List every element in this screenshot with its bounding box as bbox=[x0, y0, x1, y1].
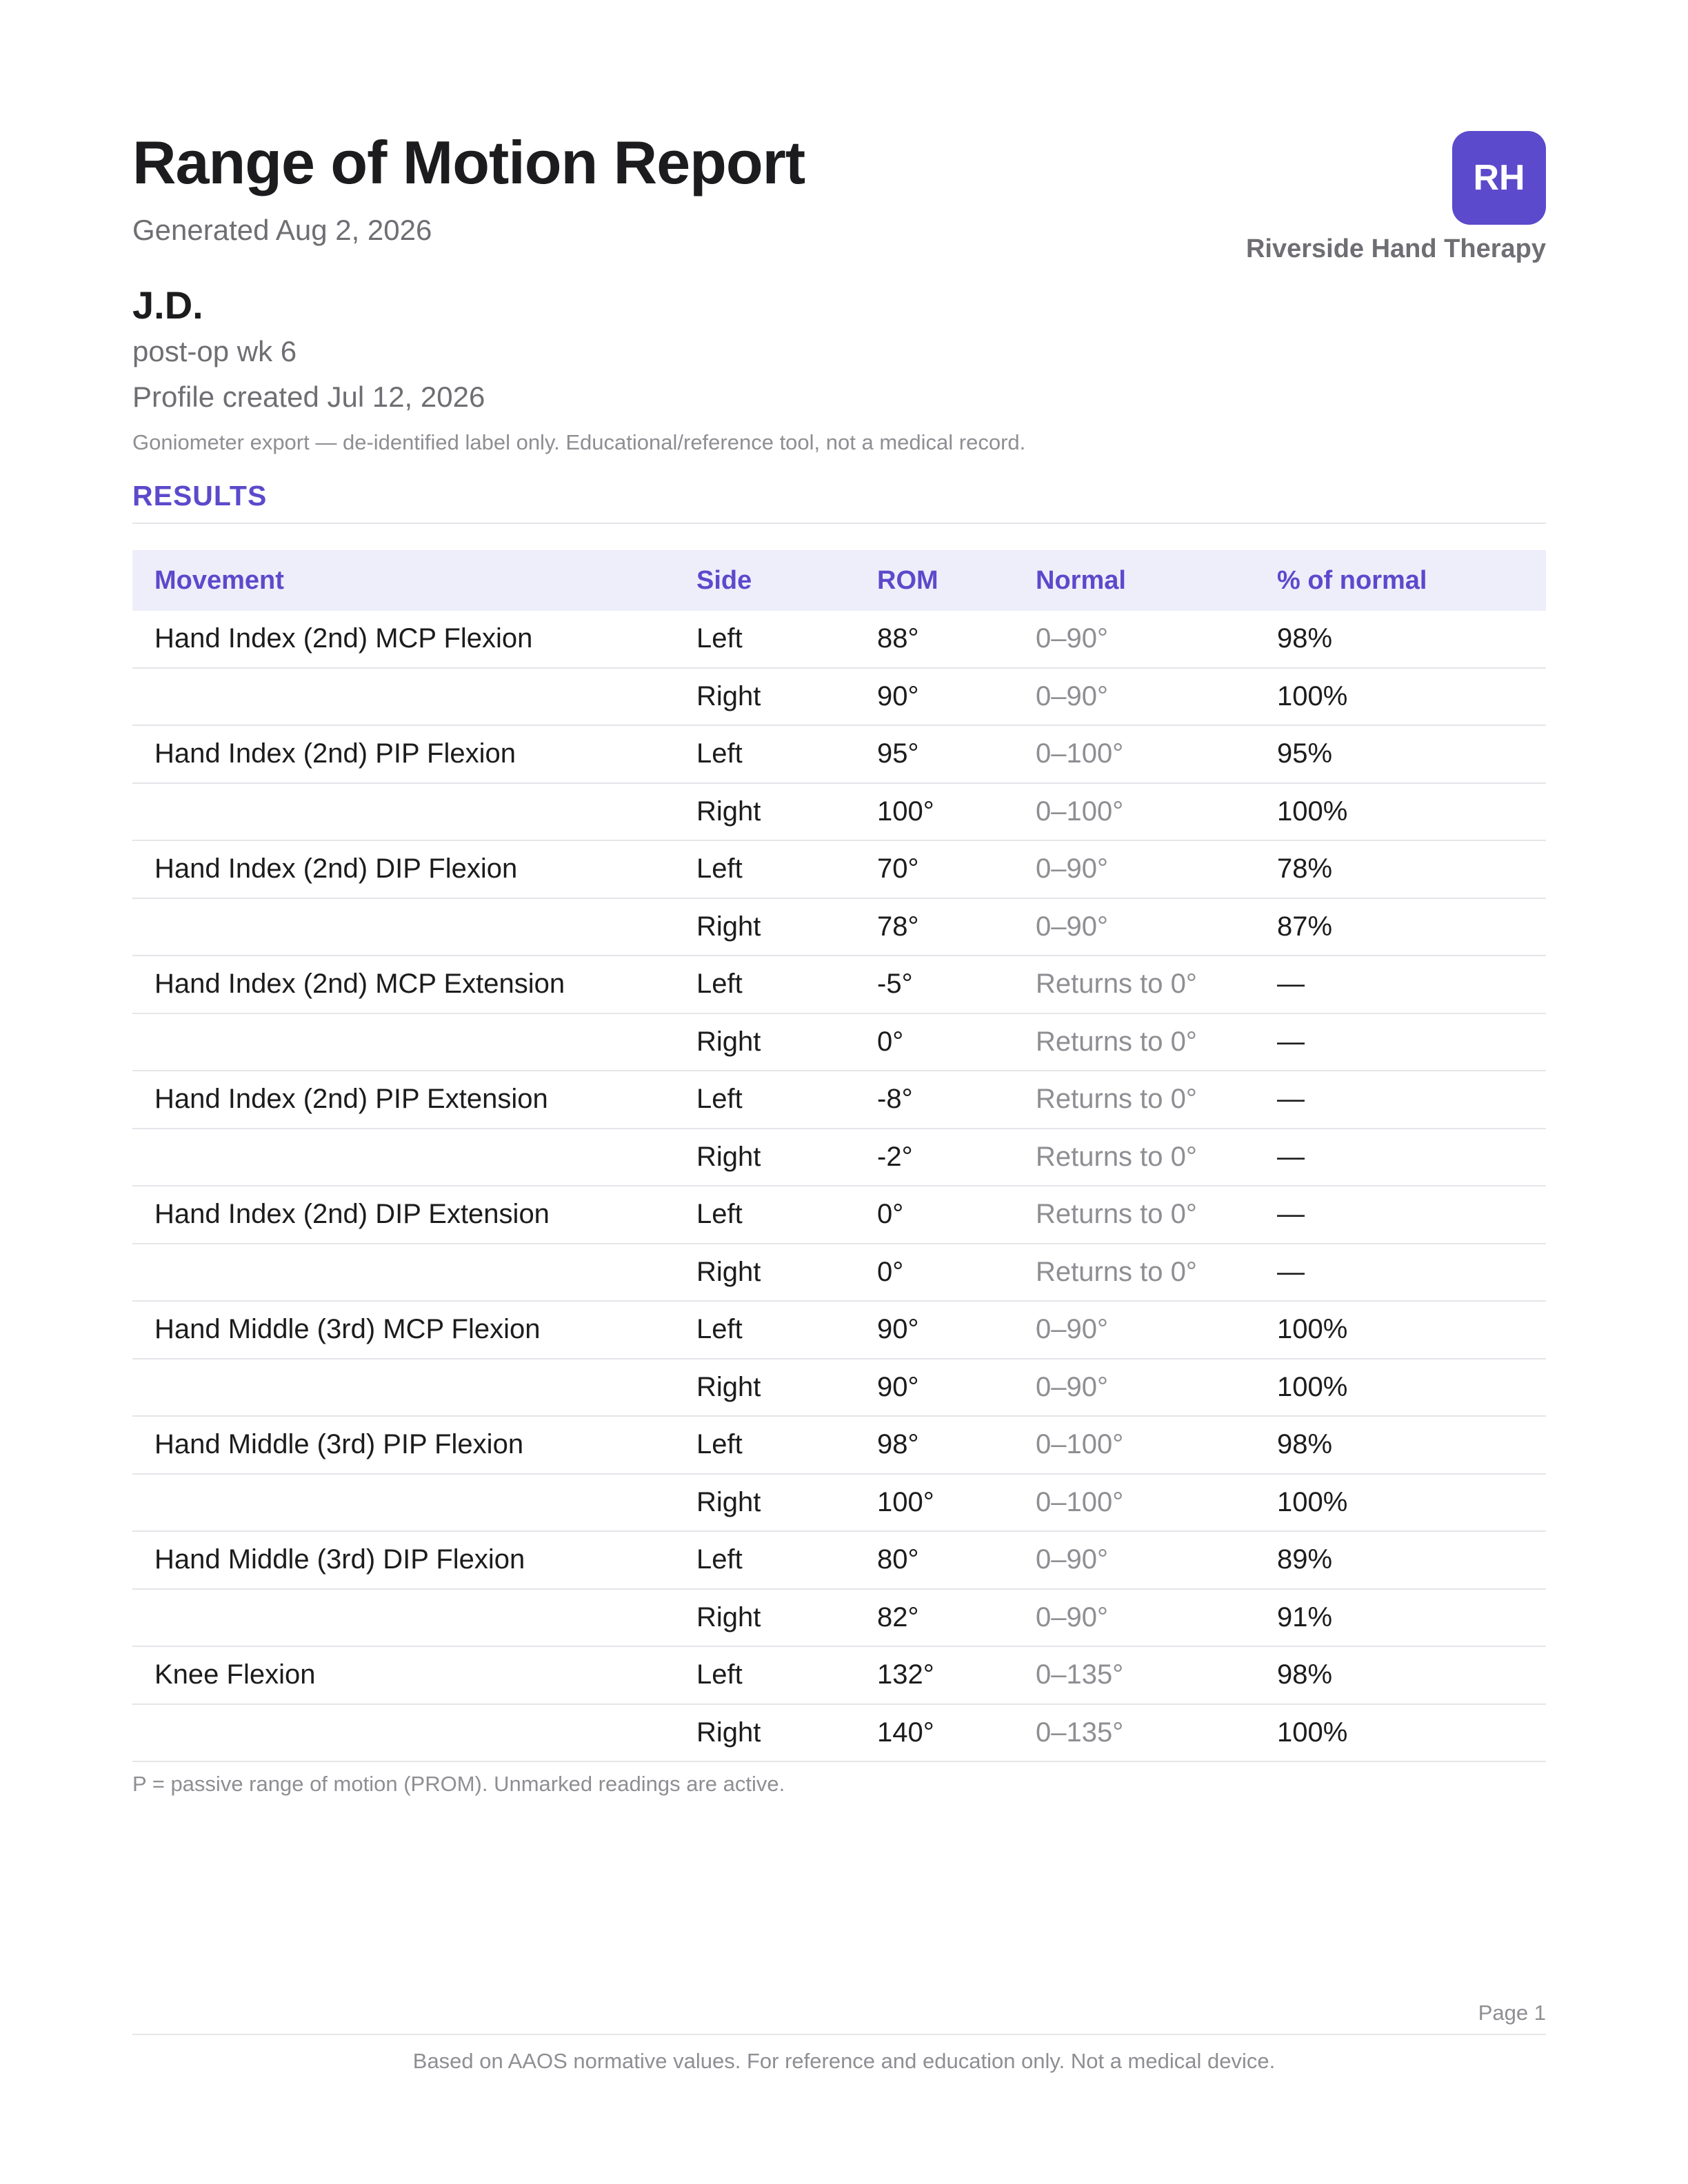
side-cell: Left bbox=[696, 738, 743, 769]
side-cell: Right bbox=[696, 1371, 761, 1402]
rom-cell: 88° bbox=[877, 623, 919, 654]
normal-range-cell: 0–90° bbox=[1036, 853, 1108, 884]
footer-disclaimer: Based on AAOS normative values. For reference and education only. Not a medical device. bbox=[412, 2049, 1276, 2073]
side-cell: Left bbox=[696, 969, 743, 1000]
rom-cell: 0° bbox=[877, 1199, 904, 1230]
table-row bbox=[132, 1647, 1546, 1705]
rom-cell: 100° bbox=[877, 796, 934, 827]
clinic-logo: RH bbox=[1452, 131, 1546, 225]
table-row bbox=[132, 1359, 1546, 1417]
footer-divider bbox=[132, 2034, 1546, 2035]
movement-cell: Hand Index (2nd) DIP Extension bbox=[154, 1199, 550, 1230]
side-cell: Left bbox=[696, 1199, 743, 1230]
clinic-name: Riverside Hand Therapy bbox=[1245, 234, 1546, 263]
percent-normal-cell: 87% bbox=[1277, 911, 1333, 942]
movement-cell: Hand Middle (3rd) MCP Flexion bbox=[154, 1314, 541, 1345]
percent-normal-cell: 98% bbox=[1277, 1659, 1333, 1690]
percent-normal-cell: — bbox=[1277, 1141, 1305, 1172]
side-cell: Right bbox=[696, 796, 761, 827]
normal-range-cell: 0–90° bbox=[1036, 1544, 1108, 1575]
movement-cell: Hand Index (2nd) MCP Extension bbox=[154, 969, 565, 1000]
table-row bbox=[132, 784, 1546, 842]
table-legend-note: P = passive range of motion (PROM). Unmarked readings are active. bbox=[132, 1772, 785, 1796]
rom-cell: 90° bbox=[877, 1371, 919, 1402]
normal-range-cell: 0–90° bbox=[1036, 680, 1108, 711]
column-header-movement: Movement bbox=[154, 565, 284, 595]
percent-normal-cell: 100% bbox=[1277, 1717, 1348, 1748]
normal-range-cell: 0–90° bbox=[1036, 1314, 1108, 1345]
side-cell: Right bbox=[696, 1256, 761, 1287]
rom-cell: 0° bbox=[877, 1256, 904, 1287]
normal-range-cell: 0–100° bbox=[1036, 738, 1124, 769]
side-cell: Left bbox=[696, 1314, 743, 1345]
percent-normal-cell: 98% bbox=[1277, 1429, 1333, 1460]
patient-note: post-op wk 6 bbox=[132, 335, 297, 367]
rom-cell: 70° bbox=[877, 853, 919, 884]
side-cell: Right bbox=[696, 680, 761, 711]
results-table bbox=[132, 550, 1546, 1762]
normal-range-cell: Returns to 0° bbox=[1036, 1141, 1197, 1172]
movement-cell: Hand Index (2nd) PIP Extension bbox=[154, 1084, 548, 1115]
table-row bbox=[132, 1705, 1546, 1763]
side-cell: Left bbox=[696, 1544, 743, 1575]
rom-cell: 100° bbox=[877, 1486, 934, 1517]
rom-cell: 140° bbox=[877, 1717, 934, 1748]
normal-range-cell: Returns to 0° bbox=[1036, 1199, 1197, 1230]
table-row bbox=[132, 1129, 1546, 1187]
column-header-percent-normal: % of normal bbox=[1277, 565, 1427, 595]
column-header-rom: ROM bbox=[877, 565, 938, 595]
column-header-normal: Normal bbox=[1036, 565, 1126, 595]
normal-range-cell: Returns to 0° bbox=[1036, 1026, 1197, 1057]
table-row bbox=[132, 669, 1546, 727]
page-number: Page 1 bbox=[1478, 2001, 1546, 2025]
table-row bbox=[132, 1186, 1546, 1244]
results-divider bbox=[132, 523, 1546, 524]
percent-normal-cell: 100% bbox=[1277, 1371, 1348, 1402]
percent-normal-cell: 100% bbox=[1277, 1486, 1348, 1517]
rom-cell: -5° bbox=[877, 969, 913, 1000]
movement-cell: Hand Index (2nd) PIP Flexion bbox=[154, 738, 516, 769]
rom-cell: 90° bbox=[877, 1314, 919, 1345]
normal-range-cell: 0–100° bbox=[1036, 1429, 1124, 1460]
report-title: Range of Motion Report bbox=[132, 128, 805, 196]
rom-cell: 132° bbox=[877, 1659, 934, 1690]
table-row bbox=[132, 1475, 1546, 1533]
results-heading: RESULTS bbox=[132, 480, 268, 512]
normal-range-cell: 0–135° bbox=[1036, 1717, 1124, 1748]
table-row bbox=[132, 841, 1546, 899]
rom-cell: 0° bbox=[877, 1026, 904, 1057]
side-cell: Right bbox=[696, 1601, 761, 1632]
percent-normal-cell: 78% bbox=[1277, 853, 1333, 884]
side-cell: Right bbox=[696, 1026, 761, 1057]
profile-created-date: Profile created Jul 12, 2026 bbox=[132, 381, 485, 413]
normal-range-cell: 0–100° bbox=[1036, 796, 1124, 827]
normal-range-cell: 0–90° bbox=[1036, 1371, 1108, 1402]
movement-cell: Hand Middle (3rd) DIP Flexion bbox=[154, 1544, 525, 1575]
table-row bbox=[132, 1302, 1546, 1359]
table-header bbox=[132, 550, 1546, 611]
generated-date: Generated Aug 2, 2026 bbox=[132, 214, 432, 246]
rom-cell: 98° bbox=[877, 1429, 919, 1460]
rom-cell: 95° bbox=[877, 738, 919, 769]
table-row bbox=[132, 956, 1546, 1014]
rom-cell: 80° bbox=[877, 1544, 919, 1575]
rom-cell: 82° bbox=[877, 1601, 919, 1632]
percent-normal-cell: 100% bbox=[1277, 1314, 1348, 1345]
normal-range-cell: Returns to 0° bbox=[1036, 1084, 1197, 1115]
percent-normal-cell: 98% bbox=[1277, 623, 1333, 654]
normal-range-cell: Returns to 0° bbox=[1036, 969, 1197, 1000]
rom-cell: 78° bbox=[877, 911, 919, 942]
normal-range-cell: 0–135° bbox=[1036, 1659, 1124, 1690]
percent-normal-cell: 95% bbox=[1277, 738, 1333, 769]
side-cell: Left bbox=[696, 1084, 743, 1115]
normal-range-cell: 0–90° bbox=[1036, 1601, 1108, 1632]
side-cell: Right bbox=[696, 1141, 761, 1172]
side-cell: Left bbox=[696, 1429, 743, 1460]
normal-range-cell: 0–90° bbox=[1036, 623, 1108, 654]
side-cell: Left bbox=[696, 853, 743, 884]
percent-normal-cell: — bbox=[1277, 1026, 1305, 1057]
side-cell: Right bbox=[696, 1486, 761, 1517]
rom-cell: -2° bbox=[877, 1141, 913, 1172]
column-header-side: Side bbox=[696, 565, 752, 595]
patient-name: J.D. bbox=[132, 283, 203, 327]
table-body bbox=[132, 611, 1546, 1762]
percent-normal-cell: 100% bbox=[1277, 796, 1348, 827]
percent-normal-cell: 100% bbox=[1277, 680, 1348, 711]
table-row bbox=[132, 1014, 1546, 1072]
movement-cell: Hand Index (2nd) MCP Flexion bbox=[154, 623, 533, 654]
side-cell: Left bbox=[696, 1659, 743, 1690]
table-row bbox=[132, 1590, 1546, 1648]
movement-cell: Hand Index (2nd) DIP Flexion bbox=[154, 853, 518, 884]
table-row bbox=[132, 1244, 1546, 1302]
table-row bbox=[132, 899, 1546, 957]
normal-range-cell: Returns to 0° bbox=[1036, 1256, 1197, 1287]
normal-range-cell: 0–100° bbox=[1036, 1486, 1124, 1517]
normal-range-cell: 0–90° bbox=[1036, 911, 1108, 942]
side-cell: Right bbox=[696, 911, 761, 942]
side-cell: Left bbox=[696, 623, 743, 654]
table-row bbox=[132, 1071, 1546, 1129]
movement-cell: Knee Flexion bbox=[154, 1659, 316, 1690]
export-disclaimer: Goniometer export — de-identified label only. Educational/reference tool, not a medical record. bbox=[132, 430, 1026, 454]
table-row bbox=[132, 611, 1546, 669]
side-cell: Right bbox=[696, 1717, 761, 1748]
percent-normal-cell: — bbox=[1277, 1256, 1305, 1287]
percent-normal-cell: — bbox=[1277, 969, 1305, 1000]
movement-cell: Hand Middle (3rd) PIP Flexion bbox=[154, 1429, 524, 1460]
percent-normal-cell: — bbox=[1277, 1199, 1305, 1230]
rom-cell: -8° bbox=[877, 1084, 913, 1115]
percent-normal-cell: 89% bbox=[1277, 1544, 1333, 1575]
percent-normal-cell: 91% bbox=[1277, 1601, 1333, 1632]
table-row bbox=[132, 1532, 1546, 1590]
table-row bbox=[132, 1417, 1546, 1475]
table-row bbox=[132, 726, 1546, 784]
percent-normal-cell: — bbox=[1277, 1084, 1305, 1115]
rom-cell: 90° bbox=[877, 680, 919, 711]
